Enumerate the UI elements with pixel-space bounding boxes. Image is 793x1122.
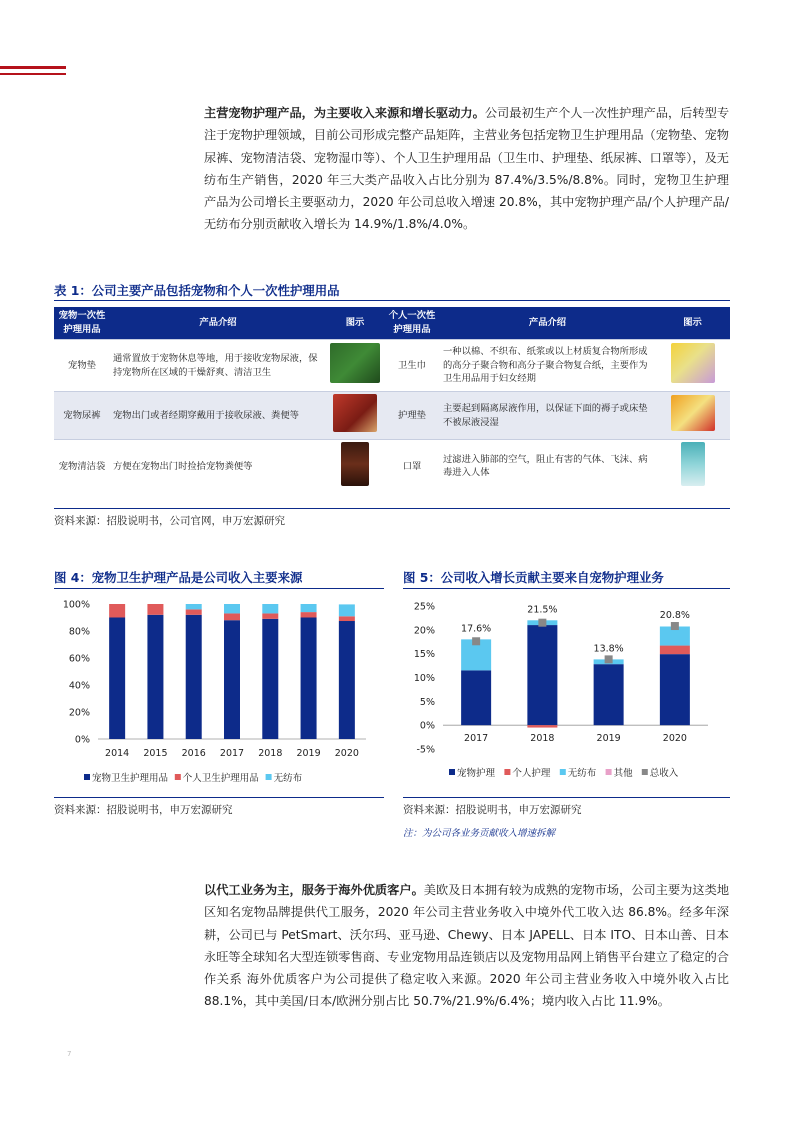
pet-pad-image xyxy=(326,340,384,392)
page-number: 7 xyxy=(67,1050,72,1058)
personal-product-desc: 主要起到隔离尿液作用，以保证下面的褥子或床垫不被尿液浸湿 xyxy=(440,392,655,440)
x-tick-label: 2017 xyxy=(219,748,245,759)
legend-label: 个人护理 xyxy=(512,768,551,779)
legend-swatch xyxy=(560,769,566,775)
legend-swatch xyxy=(175,774,181,780)
chart5-source: 资料来源：招股说明书，申万宏源研究 xyxy=(403,804,582,816)
legend-label: 宠物护理 xyxy=(457,768,496,779)
bar-segment xyxy=(301,618,317,740)
table-row xyxy=(54,340,730,392)
header-image: 图示 xyxy=(326,307,384,340)
table-title: 表 1：公司主要产品包括宠物和个人一次性护理用品 xyxy=(54,283,340,298)
total-marker xyxy=(605,655,613,663)
header-desc-2: 产品介绍 xyxy=(440,307,655,340)
x-tick-label: 2018 xyxy=(530,733,555,744)
chart5-note: 注：为公司各业务贡献收入增速拆解 xyxy=(403,828,556,839)
y-tick-label: 5% xyxy=(419,696,435,708)
legend-swatch xyxy=(606,769,612,775)
paragraph-body: 公司最初生产个人一次性护理产品，后转型专注于宠物护理领域，目前公司形成完整产品矩阵，主营业务包括宠物卫生护理用品（宠物垫、宠物尿裤、宠物清洁袋、宠物湿巾等）、个人卫生护理用品（卫生巾、护理垫、纸尿裤、口罩等），及无纺布生产销售，2020 年三大类产品收入占比分别为 87.4%/3.5%/8.8%。同时，宠物卫生护理产品为公司增长主要驱动力，2020 年公司总收入增速 20.8%，其中宠物护理产品/个人护理产品/无纺布分别贡献收入增长为 14.9%/1.8%/4.0%。 xyxy=(204,106,730,232)
paragraph-body: 美欧及日本拥有较为成熟的宠物市场，公司主要为这类地区知名宠物品牌提供代工服务，2020 年公司主营业务收入中境外代工收入达 86.8%。经多年深耕，公司已与 PetSmart、沃尔玛、亚马逊、Chewy、日本 JAPELL、日本 ITO、日本山善、日本永旺等全球知名大型连锁零售商、专业宠物用品连锁店以及宠物用品网上销售平台建立了稳定的合作关系 海外优质客户为公司提供了稳定收入来源。2020 年公司主营业务收入中境外收入占比 88.1%，其中美国/日本/欧洲分别占比 50.7%/21.9%/6.4%；境内收入占比 11.9%。 xyxy=(204,883,730,1009)
y-tick-label: 80% xyxy=(68,626,90,638)
bar-segment xyxy=(109,618,125,740)
legend-swatch xyxy=(504,769,510,775)
bar-segment xyxy=(262,619,278,739)
y-tick-label: 15% xyxy=(413,649,435,661)
y-tick-label: 20% xyxy=(413,625,435,637)
chart5-bottom-rule xyxy=(403,797,730,798)
chart5-title-rule xyxy=(403,588,730,589)
data-label: 17.6% xyxy=(461,623,492,635)
mask-image xyxy=(655,440,730,493)
chart4-source: 资料来源：招股说明书，申万宏源研究 xyxy=(54,804,233,816)
bar-segment xyxy=(594,664,624,725)
personal-product-desc: 一种以棉、不织布、纸浆或以上材质复合物所形成的高分子聚合物和高分子聚合物复合纸，主要作为卫生用品用于妇女经期 xyxy=(440,340,655,392)
chart5-growth-contribution xyxy=(403,592,730,792)
chart4-revenue-mix xyxy=(54,592,384,792)
pet-diaper-image xyxy=(326,392,384,440)
x-tick-label: 2015 xyxy=(143,748,168,759)
y-tick-label: 25% xyxy=(413,601,435,613)
table-row xyxy=(54,440,730,493)
chart4-title: 图 4：宠物卫生护理产品是公司收入主要来源 xyxy=(54,570,303,585)
legend-label: 无纺布 xyxy=(567,768,597,779)
table-source: 资料来源：招股说明书，公司官网，申万宏源研究 xyxy=(54,515,285,527)
x-tick-label: 2020 xyxy=(662,733,687,744)
paragraph-oem xyxy=(204,879,729,1013)
pet-product-desc: 通常置放于宠物休息等地，用于接收宠物尿液，保持宠物所在区域的干燥舒爽、清洁卫生 xyxy=(110,340,326,392)
legend-label: 无纺布 xyxy=(273,773,303,784)
header-pet: 宠物一次性护理用品 xyxy=(54,307,110,340)
bar-segment xyxy=(186,615,202,739)
paragraph-pet-products xyxy=(204,102,729,236)
y-tick-label: 10% xyxy=(413,673,435,684)
x-tick-label: 2020 xyxy=(334,748,359,759)
y-tick-label: 0% xyxy=(419,720,435,732)
pet-bag-image xyxy=(326,440,384,493)
bar-segment xyxy=(660,646,690,655)
y-tick-label: -5% xyxy=(416,744,435,756)
legend-label: 宠物卫生护理用品 xyxy=(92,773,169,784)
y-tick-label: 20% xyxy=(68,707,90,719)
y-tick-label: 0% xyxy=(74,734,90,746)
personal-product-desc: 过滤进入肺部的空气，阻止有害的气体、飞沫、病毒进入人体 xyxy=(440,440,655,493)
bar-segment xyxy=(224,613,240,620)
bar-segment xyxy=(660,654,690,725)
bar-segment xyxy=(339,604,355,616)
header-accent-bar-thin xyxy=(0,73,66,75)
title-rule xyxy=(54,300,730,301)
underpad-image xyxy=(655,392,730,440)
pet-product-name: 宠物尿裤 xyxy=(54,392,110,440)
y-tick-label: 60% xyxy=(68,653,90,665)
total-marker xyxy=(671,622,679,630)
pet-product-desc: 宠物出门或者经期穿戴用于接收尿液、粪便等 xyxy=(110,392,326,440)
bar-segment xyxy=(262,613,278,618)
header-image-2: 图示 xyxy=(655,307,730,340)
bar-segment xyxy=(527,625,557,725)
personal-product-name: 口罩 xyxy=(384,440,440,493)
paragraph-lead: 以代工业务为主，服务于海外优质客户。 xyxy=(204,883,424,897)
table-row xyxy=(54,392,730,440)
legend-label: 其他 xyxy=(613,768,633,779)
header-personal: 个人一次性护理用品 xyxy=(384,307,440,340)
personal-product-name: 卫生巾 xyxy=(384,340,440,392)
table-header-row xyxy=(54,307,730,340)
x-tick-label: 2019 xyxy=(596,733,621,744)
chart5-title: 图 5：公司收入增长贡献主要来自宠物护理业务 xyxy=(403,570,664,585)
x-tick-label: 2019 xyxy=(296,748,321,759)
table-bottom-rule xyxy=(54,508,730,509)
bar-segment xyxy=(147,615,163,739)
legend-swatch xyxy=(84,774,90,780)
legend-swatch xyxy=(266,774,272,780)
data-label: 21.5% xyxy=(527,604,558,616)
bar-segment xyxy=(339,621,355,739)
total-marker xyxy=(472,637,480,645)
bar-segment xyxy=(224,604,240,613)
header-accent-bar xyxy=(0,66,66,69)
bar-segment xyxy=(339,616,355,621)
legend-swatch xyxy=(449,769,455,775)
data-label: 13.8% xyxy=(593,643,624,655)
y-tick-label: 40% xyxy=(68,680,90,692)
sanitary-pad-image xyxy=(655,340,730,392)
product-table xyxy=(54,307,730,493)
header-desc: 产品介绍 xyxy=(110,307,326,340)
x-tick-label: 2016 xyxy=(181,748,206,759)
y-tick-label: 100% xyxy=(62,599,90,611)
x-tick-label: 2014 xyxy=(105,748,130,759)
pet-product-name: 宠物清洁袋 xyxy=(54,440,110,493)
bar-segment xyxy=(301,604,317,612)
data-label: 20.8% xyxy=(659,610,690,622)
x-tick-label: 2017 xyxy=(464,733,489,744)
bar-segment xyxy=(147,604,163,615)
bar-segment xyxy=(262,604,278,613)
bar-segment xyxy=(109,604,125,618)
pet-product-name: 宠物垫 xyxy=(54,340,110,392)
x-tick-label: 2018 xyxy=(258,748,283,759)
bar-segment xyxy=(186,604,202,609)
bar-segment xyxy=(527,725,557,727)
legend-swatch xyxy=(642,769,648,775)
personal-product-name: 护理垫 xyxy=(384,392,440,440)
total-marker xyxy=(538,619,546,627)
bar-segment xyxy=(301,612,317,617)
chart4-title-rule xyxy=(54,588,384,589)
paragraph-lead: 主营宠物护理产品，为主要收入来源和增长驱动力。 xyxy=(204,106,485,120)
chart4-bottom-rule xyxy=(54,797,384,798)
legend-label: 总收入 xyxy=(649,768,679,779)
pet-product-desc: 方便在宠物出门时捡拾宠物粪便等 xyxy=(110,440,326,493)
bar-segment xyxy=(186,609,202,614)
bar-segment xyxy=(461,670,491,725)
legend-label: 个人卫生护理用品 xyxy=(182,773,259,784)
bar-segment xyxy=(224,620,240,739)
